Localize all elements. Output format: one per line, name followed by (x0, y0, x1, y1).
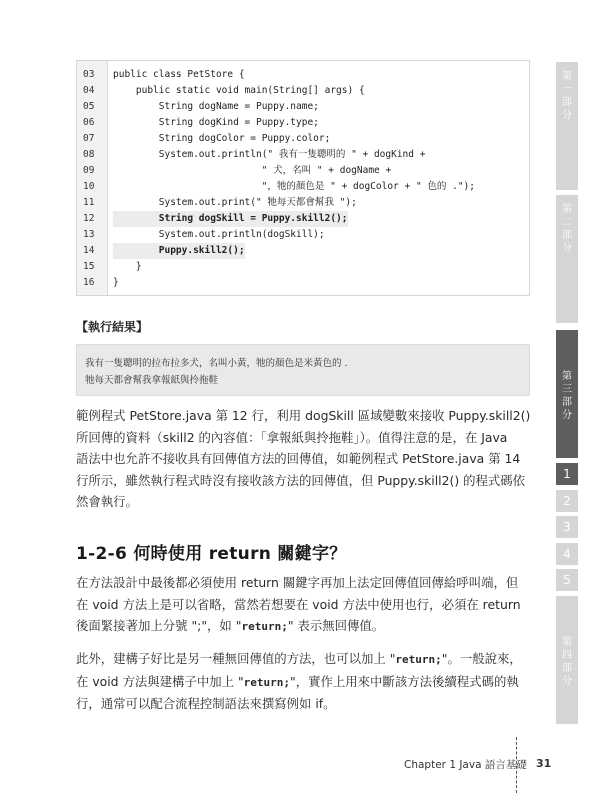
code-line-text: "，牠的顏色是 " + dogColor + " 色的 ."); (113, 181, 475, 192)
code-line (77, 83, 529, 99)
page-number: 31 (536, 757, 552, 770)
code-line (77, 115, 529, 131)
text-span: "，實作上用來中斷該方法後續程式碼的執 (290, 673, 519, 689)
code-line (77, 163, 529, 179)
sidebar-tab-label: 第四部分 (562, 637, 572, 687)
text-span: 在 void 方法與建構子中加上 " (76, 673, 244, 689)
code-line-text: public class PetStore { (113, 69, 245, 80)
paragraph-3 (76, 648, 531, 715)
code-line-number: 10 (83, 181, 95, 192)
code-line-number: 07 (83, 133, 95, 144)
code-return: return; (395, 653, 442, 666)
paragraph-1-line: 行所示，雖然執行程式時沒有接收該方法的回傳值，但 Puppy.skill2() 的程式碼依 (76, 472, 526, 488)
paragraph-1 (76, 405, 531, 513)
code-line-text: System.out.print(" 牠每天都會幫我 "); (113, 197, 357, 208)
code-line-text: String dogName = Puppy.name; (113, 101, 319, 112)
code-line (77, 211, 529, 227)
code-return: return; (241, 620, 288, 633)
sidebar-tab-label: 第一部分 (562, 71, 572, 121)
sidebar-chapter-3[interactable]: 3 (556, 516, 578, 538)
code-line-number: 03 (83, 69, 95, 80)
result-label: 【執行結果】 (76, 320, 149, 334)
sidebar-tab-part2[interactable] (556, 195, 578, 323)
paragraph-3-line (76, 671, 531, 694)
result-line-1: 我有一隻聰明的拉布拉多犬，名叫小黃，牠的顏色是米黃色的 . (85, 358, 348, 369)
code-line-number: 09 (83, 165, 95, 176)
paragraph-2-line (76, 615, 531, 638)
text-span: "。一般說來， (441, 651, 522, 666)
code-line-text: } (113, 277, 119, 288)
code-line-number: 11 (83, 197, 95, 208)
text-span: 後面緊接著加上分號 ";"，如 " (76, 618, 242, 633)
code-line-number: 15 (83, 261, 95, 272)
code-line-number: 13 (83, 229, 95, 240)
code-line-number: 05 (83, 101, 95, 112)
footer-chapter-title: Chapter 1 Java 語言基礎 (404, 759, 527, 771)
paragraph-1-line: 所回傳的資料（skill2 的內容值：「拿報紙與拎拖鞋」）。值得注意的是，在 Java (76, 429, 508, 445)
sidebar-tab-label: 第二部分 (562, 204, 572, 254)
code-line-number: 14 (83, 245, 95, 256)
sidebar-tab-part1[interactable] (556, 62, 578, 190)
paragraph-1-line: 然會執行。 (76, 494, 138, 509)
code-line (77, 227, 529, 243)
text-span: 此外，建構子好比是另一種無回傳值的方法，也可以加上 " (76, 651, 396, 666)
code-line (77, 147, 529, 163)
code-line (77, 275, 529, 291)
sidebar-chapter-2[interactable]: 2 (556, 490, 578, 512)
paragraph-1-line: 語法中也允許不接收具有回傳值方法的回傳值，如範例程式 PetStore.java 第 14 (76, 451, 521, 466)
code-line-text: System.out.println(" 我有一隻聰明的 " + dogKind + (113, 149, 426, 160)
paragraph-1-line: 範例程式 PetStore.java 第 12 行，利用 dogSkill 區域變數來接收 Puppy.skill2() (76, 408, 531, 423)
text-span: " 表示無回傳值。 (287, 618, 385, 633)
code-line (77, 67, 529, 83)
code-return: return; (243, 675, 291, 689)
result-box (76, 344, 530, 396)
sidebar-tab-label: 第三部分 (562, 371, 572, 421)
paragraph-3-line (76, 648, 531, 671)
footer-divider (516, 737, 517, 793)
code-line (77, 195, 529, 211)
code-line-text: String dogKind = Puppy.type; (113, 117, 319, 128)
code-line-text: " 犬，名叫 " + dogName + (113, 165, 392, 176)
paragraph-2-line: 在方法設計中最後都必須使用 return 關鍵字再加上法定回傳值回傳給呼叫端，但 (76, 575, 519, 590)
result-line-2: 牠每天都會幫我拿報紙與拎拖鞋 (85, 375, 219, 386)
code-line-text: Puppy.skill2(); (113, 243, 245, 259)
code-line-number: 12 (83, 213, 95, 224)
code-line-number: 04 (83, 85, 95, 96)
paragraph-2 (76, 572, 531, 638)
section-heading: 1-2-6 何時使用 return 關鍵字？ (76, 544, 347, 564)
paragraph-3-line: 行，通常可以配合流程控制語法來撰寫例如 if。 (76, 696, 336, 711)
sidebar-chapter-5[interactable]: 5 (556, 569, 578, 591)
sidebar-chapter-4[interactable]: 4 (556, 543, 578, 565)
code-line-number: 16 (83, 277, 95, 288)
code-line (77, 99, 529, 115)
sidebar-tab-part4[interactable] (556, 596, 578, 724)
code-line (77, 259, 529, 275)
code-line-number: 08 (83, 149, 95, 160)
code-line-text: public static void main(String[] args) { (113, 85, 365, 96)
code-line-text: } (113, 261, 142, 272)
sidebar-chapter-1[interactable]: 1 (556, 463, 578, 485)
code-line (77, 243, 529, 259)
code-line-text: System.out.println(dogSkill); (113, 229, 325, 240)
code-line (77, 131, 529, 147)
code-line-number: 06 (83, 117, 95, 128)
code-line-text: String dogSkill = Puppy.skill2(); (113, 211, 348, 227)
sidebar-tab-part3[interactable] (556, 330, 578, 458)
code-line (77, 179, 529, 195)
paragraph-2-line: 在 void 方法上是可以省略，當然若想要在 void 方法中使用也行，必須在 return (76, 596, 521, 612)
code-line-text: String dogColor = Puppy.color; (113, 133, 331, 144)
code-listing (76, 60, 530, 296)
